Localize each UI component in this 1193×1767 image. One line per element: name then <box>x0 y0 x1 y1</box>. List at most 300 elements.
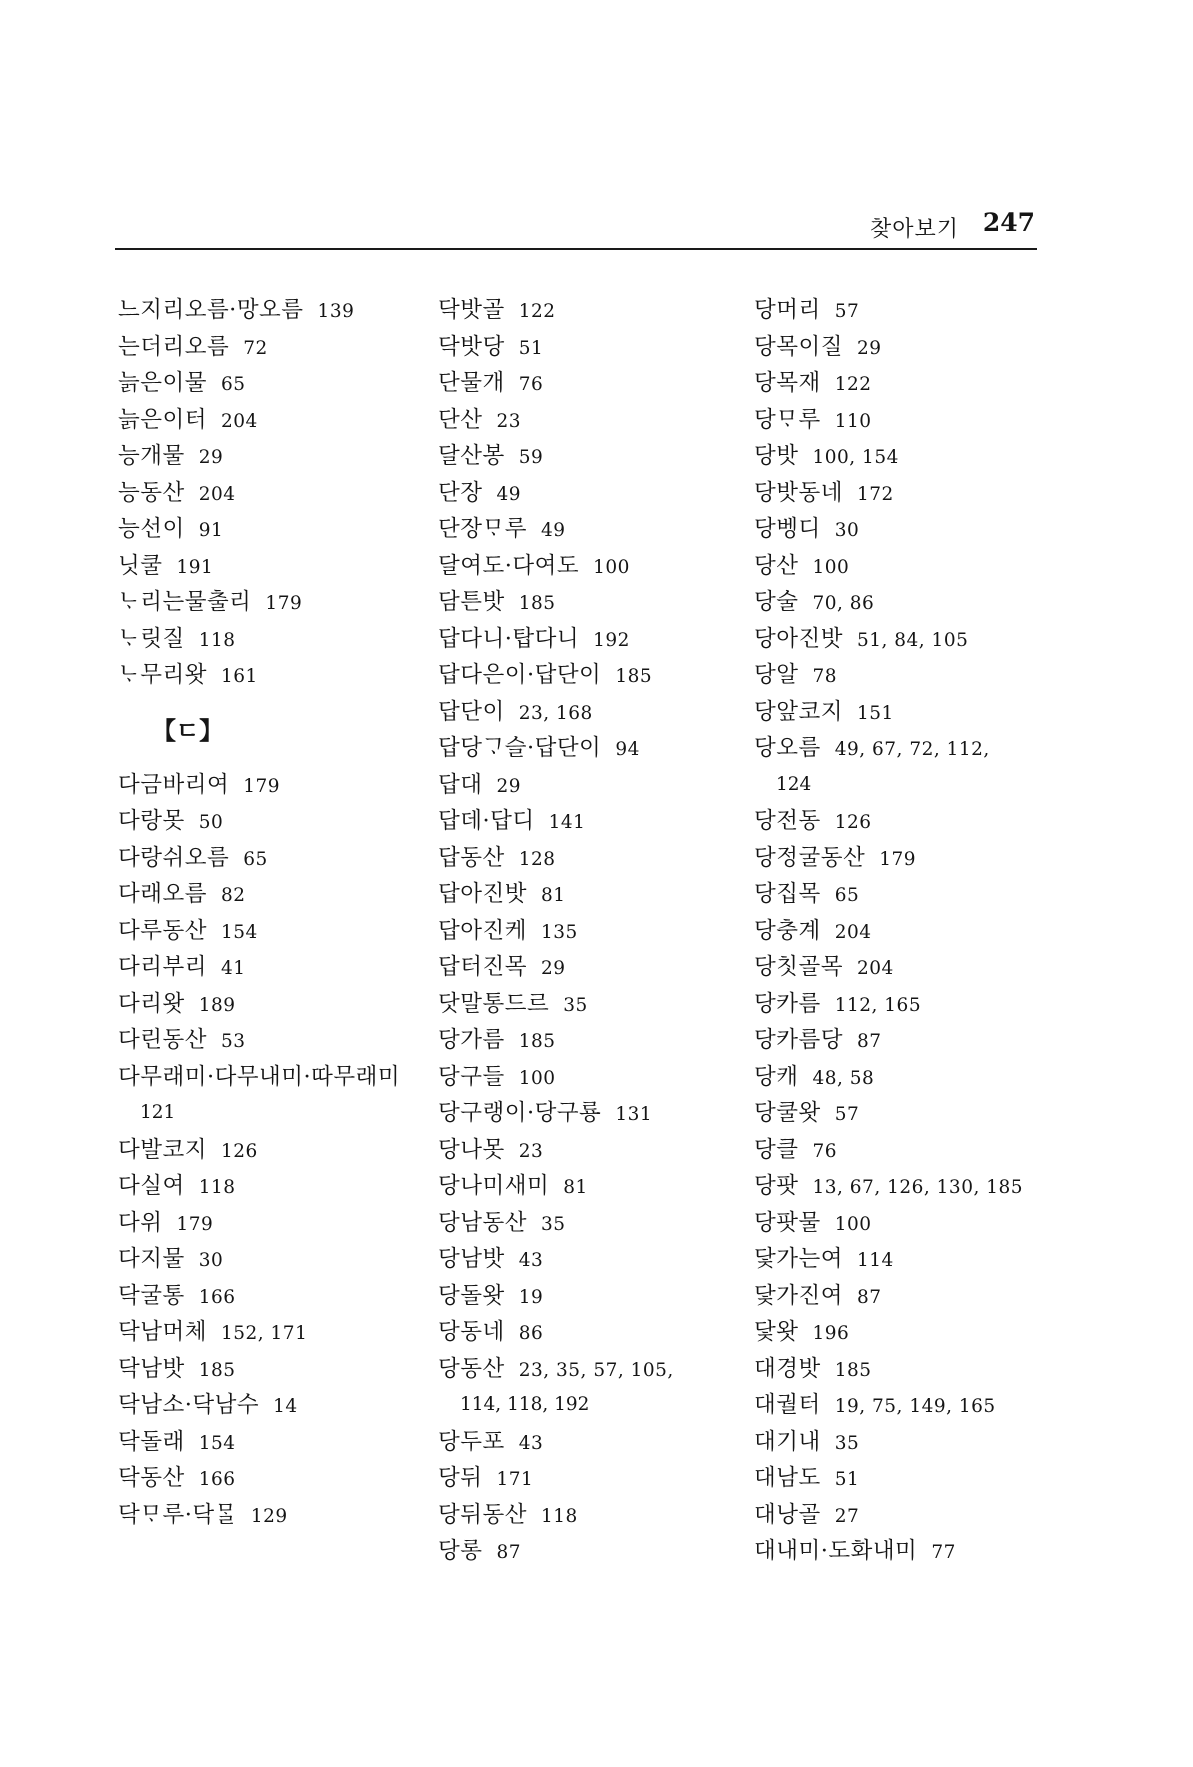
entry-pages: 76 <box>812 1140 838 1162</box>
entry-term: 담튼밧 <box>438 589 505 615</box>
index-entry <box>118 1460 418 1497</box>
index-entry <box>438 803 748 840</box>
entry-pages: 29 <box>496 775 522 797</box>
index-entry <box>118 1424 418 1461</box>
index-entry <box>754 949 1054 986</box>
entry-term: 답다은이·답단이 <box>438 662 602 688</box>
entry-pages: 112, 165 <box>834 994 922 1016</box>
entry-term: 닥남머체 <box>118 1319 207 1345</box>
entry-pages: 171 <box>496 1469 534 1490</box>
index-entry <box>754 1168 1054 1205</box>
entry-pages: 152, 171 <box>220 1323 308 1344</box>
index-entry <box>438 840 748 877</box>
entry-pages: 185 <box>834 1359 872 1381</box>
entry-pages: 30 <box>198 1250 224 1271</box>
entry-term: 다금바리여 <box>118 771 230 798</box>
entry-pages: 110 <box>834 410 872 432</box>
entry-term: 단장ᄆᆞ루 <box>438 516 527 542</box>
index-column-1 <box>118 292 418 1533</box>
entry-pages: 179 <box>176 1213 214 1235</box>
entry-term: 다린동산 <box>118 1027 207 1053</box>
entry-pages: 29 <box>540 958 566 979</box>
entry-pages: 100 <box>518 1067 556 1089</box>
index-entry <box>118 292 418 329</box>
index-entry <box>118 1351 418 1388</box>
index-entry <box>438 1533 748 1570</box>
entry-pages: 49 <box>496 483 522 505</box>
index-entry <box>438 876 748 913</box>
entry-pages-continued: 124 <box>776 773 812 795</box>
index-entry <box>754 1241 1054 1278</box>
index-entry <box>438 438 748 475</box>
entry-term: 답아진케 <box>438 917 527 944</box>
entry-pages: 14 <box>273 1396 298 1417</box>
entry-pages: 81 <box>563 1177 588 1198</box>
index-entry <box>438 1095 748 1132</box>
entry-term: 답아진밧 <box>438 881 527 907</box>
entry-pages: 23, 168 <box>518 702 593 724</box>
entry-term: 닥남소·닥남수 <box>118 1392 260 1418</box>
entry-term: 닥굴통 <box>118 1282 185 1309</box>
index-entry <box>754 438 1054 475</box>
entry-pages: 49, 67, 72, 112, <box>834 739 990 760</box>
entry-term: 다위 <box>118 1209 163 1236</box>
index-entry <box>118 949 418 986</box>
entry-pages: 100 <box>812 556 850 578</box>
index-entry <box>754 1351 1054 1388</box>
entry-pages: 19, 75, 149, 165 <box>834 1396 996 1417</box>
entry-pages: 87 <box>856 1286 882 1308</box>
entry-pages: 185 <box>518 593 556 614</box>
entry-term: 답데·답디 <box>438 808 535 834</box>
entry-term: 다래오름 <box>118 881 207 907</box>
entry-term: 다지물 <box>118 1246 185 1272</box>
index-entry <box>754 365 1054 402</box>
entry-term: 당칫골목 <box>754 954 843 980</box>
entry-pages: 82 <box>220 885 246 906</box>
entry-term: 닥돌래 <box>118 1428 185 1455</box>
entry-pages: 65 <box>243 848 268 870</box>
index-entry <box>118 584 418 621</box>
entry-term: 닻가는여 <box>754 1246 843 1272</box>
entry-term: 당충계 <box>754 917 821 944</box>
entry-term: 닥밧골 <box>438 297 505 323</box>
index-entry <box>118 657 418 694</box>
entry-pages: 100 <box>593 556 630 578</box>
entry-term: 능선이 <box>118 516 185 542</box>
entry-pages: 19 <box>518 1286 544 1308</box>
entry-term: 늙은이물 <box>118 370 207 396</box>
entry-pages: 166 <box>198 1469 236 1490</box>
index-entry <box>118 365 418 402</box>
index-entry <box>754 1497 1054 1534</box>
entry-term: 당구들 <box>438 1063 505 1090</box>
entry-term: 당동네 <box>438 1319 505 1345</box>
entry-pages: 185 <box>615 666 653 687</box>
entry-pages: 35 <box>563 994 588 1016</box>
entry-term: 대기내 <box>754 1428 821 1455</box>
entry-pages: 135 <box>540 921 578 943</box>
entry-term: 당목이질 <box>754 333 843 360</box>
entry-term: 답단이 <box>438 698 505 725</box>
entry-term: 능동산 <box>118 479 185 506</box>
index-entry <box>118 511 418 548</box>
entry-term: 대내미·도화내미 <box>754 1538 918 1564</box>
entry-pages: 23 <box>496 410 522 432</box>
entry-term: 대경밧 <box>754 1355 821 1382</box>
index-entry <box>438 657 748 694</box>
entry-pages: 29 <box>856 337 882 359</box>
entry-term: 다실여 <box>118 1173 185 1199</box>
index-entry <box>118 1205 418 1242</box>
entry-pages: 191 <box>176 556 214 578</box>
entry-pages: 118 <box>198 629 236 651</box>
index-entry <box>754 1387 1054 1424</box>
entry-pages: 13, 67, 126, 130, 185 <box>812 1177 1024 1198</box>
entry-term: 당벵디 <box>754 516 821 542</box>
entry-term: 당ᄆᆞ루 <box>754 406 821 433</box>
index-entry <box>438 1059 748 1096</box>
entry-pages: 126 <box>834 812 872 833</box>
entry-pages: 48, 58 <box>812 1067 875 1089</box>
entry-pages: 172 <box>856 483 894 505</box>
entry-term: 답대 <box>438 771 483 798</box>
index-entry <box>438 1497 748 1534</box>
entry-pages: 179 <box>243 775 280 797</box>
index-entry <box>438 1278 748 1315</box>
entry-term: 답당ᄀᆞ슬·답단이 <box>438 735 602 761</box>
entry-pages: 129 <box>250 1505 288 1527</box>
index-entry <box>438 913 748 950</box>
index-entry <box>438 730 748 767</box>
index-entry <box>438 292 748 329</box>
entry-pages: 43 <box>518 1250 544 1271</box>
index-entry <box>754 840 1054 877</box>
entry-pages: 27 <box>834 1505 860 1527</box>
entry-term: 당나미새미 <box>438 1173 550 1199</box>
entry-pages: 41 <box>220 958 246 979</box>
index-entry <box>118 438 418 475</box>
entry-pages: 51 <box>834 1469 860 1490</box>
index-entry <box>438 548 748 585</box>
entry-term: 닥남밧 <box>118 1355 185 1382</box>
entry-term: ᄂᆞ릿질 <box>118 625 185 652</box>
entry-term: 당목재 <box>754 370 821 396</box>
index-entry <box>118 1241 418 1278</box>
entry-pages: 51 <box>518 337 544 359</box>
index-entry <box>754 876 1054 913</box>
index-entry <box>118 803 418 840</box>
entry-pages: 131 <box>615 1104 653 1125</box>
entry-term: 는더리오름 <box>118 333 230 360</box>
index-entry <box>754 1460 1054 1497</box>
entry-pages: 57 <box>834 301 860 322</box>
index-entry <box>118 1314 418 1351</box>
index-entry <box>438 511 748 548</box>
index-entry <box>118 840 418 877</box>
entry-term: 닛쿨 <box>118 552 163 579</box>
index-entry <box>754 511 1054 548</box>
entry-term: 다랑못 <box>118 808 185 834</box>
entry-pages: 185 <box>518 1031 556 1052</box>
index-entry <box>754 1132 1054 1169</box>
index-entry <box>438 365 748 402</box>
index-entry <box>754 1205 1054 1242</box>
entry-term: 당정굴동산 <box>754 844 866 871</box>
page-number: 247 <box>982 208 1035 237</box>
index-entry <box>118 876 418 913</box>
index-entry <box>118 913 418 950</box>
entry-pages: 65 <box>834 885 860 906</box>
entry-term: 다리왓 <box>118 990 185 1017</box>
entry-term: 당클 <box>754 1136 799 1163</box>
entry-term: 당카름 <box>754 990 821 1017</box>
index-entry <box>754 292 1054 329</box>
index-entry <box>438 1022 748 1059</box>
entry-pages: 118 <box>540 1505 578 1527</box>
entry-pages-continued: 121 <box>140 1102 176 1123</box>
entry-term: 답다니·탑다니 <box>438 625 580 652</box>
entry-pages-continued: 114, 118, 192 <box>460 1394 590 1415</box>
index-entry <box>438 1168 748 1205</box>
entry-term: 당남밧 <box>438 1246 505 1272</box>
entry-pages: 65 <box>220 374 246 395</box>
entry-group <box>118 1132 418 1534</box>
entry-term: 당앞코지 <box>754 698 843 725</box>
entry-term: 당남동산 <box>438 1209 527 1236</box>
entry-pages: 30 <box>834 520 860 541</box>
entry-pages: 189 <box>198 994 236 1016</box>
index-entry <box>118 1168 418 1205</box>
entry-pages: 154 <box>220 921 258 943</box>
index-column-2 <box>438 292 748 1570</box>
entry-term: 다루동산 <box>118 917 207 944</box>
index-entry <box>118 402 418 439</box>
index-entry <box>754 803 1054 840</box>
entry-pages: 35 <box>540 1213 566 1235</box>
header-title: 찾아보기 <box>869 217 959 242</box>
index-entry <box>438 621 748 658</box>
index-entry <box>754 1059 1054 1096</box>
index-entry <box>754 694 1054 731</box>
entry-term: 당밧 <box>754 443 799 469</box>
index-entry <box>118 1497 418 1534</box>
entry-term: 당두포 <box>438 1428 505 1455</box>
entry-term: 닥ᄆᆞ루·닥ᄆᆞᆯ <box>118 1501 237 1528</box>
index-entry <box>118 329 418 366</box>
entry-pages: 53 <box>220 1031 246 1052</box>
entry-pages: 49 <box>540 520 566 541</box>
entry-pages: 139 <box>317 301 355 322</box>
entry-term: 당술 <box>754 589 799 615</box>
entry-pages: 204 <box>834 921 872 943</box>
index-entry <box>438 1205 748 1242</box>
entry-term: 답동산 <box>438 844 505 871</box>
entry-term: 당전동 <box>754 808 821 834</box>
index-entry <box>118 1059 418 1096</box>
entry-pages: 179 <box>879 848 916 870</box>
entry-term: 당나못 <box>438 1136 505 1163</box>
entry-term: 당쿨왓 <box>754 1100 821 1126</box>
entry-term: 당캐 <box>754 1063 799 1090</box>
entry-pages: 70, 86 <box>812 593 875 614</box>
entry-term: 당밧동네 <box>754 479 843 506</box>
entry-term: 달여도·다여도 <box>438 552 580 579</box>
index-entry <box>438 1351 748 1388</box>
index-column-3 <box>754 292 1054 1570</box>
entry-term: 당카름당 <box>754 1027 843 1053</box>
entry-group <box>438 292 748 1351</box>
entry-pages: 154 <box>198 1432 236 1454</box>
index-entry <box>754 402 1054 439</box>
index-entry <box>438 1314 748 1351</box>
index-entry <box>118 621 418 658</box>
entry-pages: 122 <box>834 374 872 395</box>
entry-term: 느지리오름·망오름 <box>118 297 304 323</box>
index-entry <box>438 402 748 439</box>
index-entry <box>118 767 418 804</box>
entry-term: 당롱 <box>438 1538 483 1564</box>
section-heading: 【ㄷ】 <box>152 715 224 745</box>
entry-term: 대궐터 <box>754 1392 821 1418</box>
index-entry <box>754 1278 1054 1315</box>
index-entry <box>438 1424 748 1461</box>
entry-pages: 43 <box>518 1432 544 1454</box>
index-entry <box>754 475 1054 512</box>
entry-term: 당가름 <box>438 1027 505 1053</box>
entry-term: ᄂᆞ리는물출리 <box>118 589 252 615</box>
entry-pages: 179 <box>265 593 303 614</box>
entry-term: 닥동산 <box>118 1465 185 1491</box>
entry-pages: 126 <box>220 1140 258 1162</box>
index-entry <box>438 329 748 366</box>
running-header <box>115 200 1037 250</box>
entry-term: 다랑쉬오름 <box>118 844 230 871</box>
entry-pages: 86 <box>518 1323 544 1344</box>
entry-pages: 196 <box>812 1323 850 1344</box>
entry-pages: 122 <box>518 301 556 322</box>
entry-pages: 23 <box>518 1140 544 1162</box>
entry-pages: 185 <box>198 1359 236 1381</box>
entry-pages: 151 <box>856 702 894 724</box>
index-entry <box>754 1533 1054 1570</box>
entry-term: 다발코지 <box>118 1136 207 1163</box>
entry-term: 다리부리 <box>118 954 207 980</box>
entry-group <box>118 292 418 694</box>
entry-pages: 59 <box>518 447 544 468</box>
entry-pages: 161 <box>220 666 258 687</box>
index-entry <box>754 657 1054 694</box>
entry-term: 닷말통드르 <box>438 990 550 1017</box>
entry-term: 당뒤 <box>438 1465 483 1491</box>
entry-pages: 114 <box>856 1250 894 1271</box>
index-entry <box>438 1460 748 1497</box>
entry-pages: 81 <box>540 885 566 906</box>
entry-term: 단산 <box>438 406 483 433</box>
index-entry <box>754 1022 1054 1059</box>
entry-group <box>438 1424 748 1570</box>
entry-pages: 50 <box>198 812 224 833</box>
entry-term: 달산봉 <box>438 443 505 469</box>
entry-pages: 141 <box>548 812 586 833</box>
index-entry <box>438 986 748 1023</box>
entry-term: 당머리 <box>754 297 821 323</box>
entry-term: 늙은이터 <box>118 406 207 433</box>
index-entry <box>754 730 1054 767</box>
entry-term: 당집목 <box>754 881 821 907</box>
entry-pages: 118 <box>198 1177 236 1198</box>
index-entry <box>754 584 1054 621</box>
entry-term: 답터진목 <box>438 954 527 980</box>
entry-pages: 87 <box>856 1031 882 1052</box>
entry-term: 닻왓 <box>754 1319 799 1345</box>
index-entry <box>438 1132 748 1169</box>
index-entry <box>754 1314 1054 1351</box>
entry-pages: 51, 84, 105 <box>856 629 969 651</box>
index-entry <box>118 548 418 585</box>
entry-term: 당돌왓 <box>438 1282 505 1309</box>
entry-pages: 35 <box>834 1432 860 1454</box>
entry-term: 당팟 <box>754 1173 799 1199</box>
index-entry <box>754 1095 1054 1132</box>
entry-pages: 72 <box>243 337 268 359</box>
index-entry <box>118 1278 418 1315</box>
entry-group <box>118 767 418 1059</box>
entry-pages: 94 <box>615 739 640 760</box>
index-entry <box>754 986 1054 1023</box>
entry-term: 당알 <box>754 662 799 688</box>
entry-pages: 23, 35, 57, 105, <box>518 1359 674 1381</box>
index-entry <box>118 1022 418 1059</box>
index-entry <box>438 475 748 512</box>
entry-pages: 57 <box>834 1104 860 1125</box>
entry-pages: 100 <box>834 1213 872 1235</box>
index-entry <box>754 548 1054 585</box>
index-entry <box>118 1387 418 1424</box>
index-entry <box>754 913 1054 950</box>
entry-term: 대낭골 <box>754 1501 821 1528</box>
index-entry <box>754 1424 1054 1461</box>
entry-pages: 100, 154 <box>812 447 899 468</box>
entry-pages: 87 <box>496 1542 522 1563</box>
entry-group <box>754 292 1054 730</box>
index-entry <box>754 329 1054 366</box>
entry-pages: 204 <box>856 958 894 979</box>
index-entry <box>118 986 418 1023</box>
entry-pages: 204 <box>220 410 258 432</box>
entry-pages: 78 <box>812 666 838 687</box>
index-entry <box>438 767 748 804</box>
entry-pages: 192 <box>593 629 630 651</box>
index-entry <box>118 1132 418 1169</box>
entry-term: 당산 <box>754 552 799 579</box>
entry-term: 단장 <box>438 479 483 506</box>
entry-term: 닥밧당 <box>438 333 505 360</box>
entry-pages: 128 <box>518 848 556 870</box>
entry-term: ᄂᆞ무리왓 <box>118 662 207 688</box>
index-entry <box>438 584 748 621</box>
entry-pages: 91 <box>198 520 224 541</box>
entry-term: 당구랭이·당구룡 <box>438 1100 602 1126</box>
entry-term: 당팟물 <box>754 1209 821 1236</box>
index-entry <box>438 949 748 986</box>
entry-term: 대남도 <box>754 1465 821 1491</box>
entry-term: 당아진밧 <box>754 625 843 652</box>
entry-term: 단물개 <box>438 370 505 396</box>
entry-pages: 29 <box>198 447 224 468</box>
entry-term: 다무래미·다무내미·따무래미 <box>118 1063 401 1090</box>
entry-pages: 204 <box>198 483 236 505</box>
